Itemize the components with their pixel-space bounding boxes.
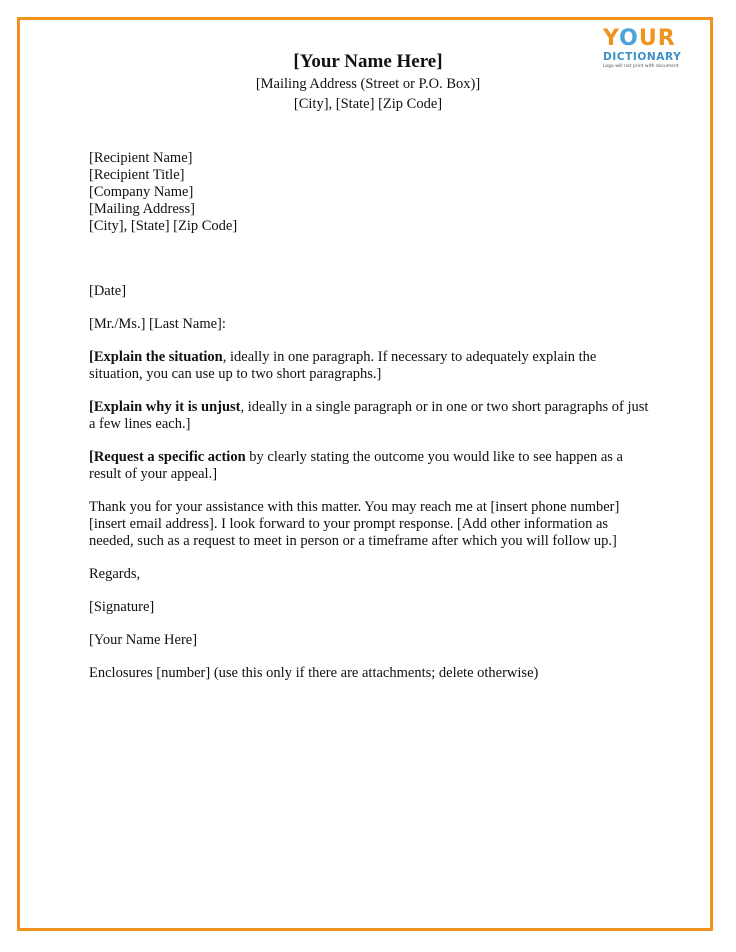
recipient-address: [Mailing Address]: [89, 201, 195, 217]
sender-city-line: [City], [State] [Zip Code]: [293, 96, 443, 112]
paragraph-situation: [Explain the situation, ideally in one paragraph. If necessary to adequately explain the situation, you can use up to two short paragraphs.]: [89, 349, 597, 382]
logo-wordmark-bottom: DICTIONARY: [603, 51, 682, 63]
letter-salutation: [Mr./Ms.] [Last Name]:: [89, 316, 226, 332]
sender-address: [Mailing Address (Street or P.O. Box)]: [255, 76, 481, 92]
recipient-block: [89, 150, 649, 235]
paragraph-thanks: Thank you for your assistance with this matter. You may reach me at [insert phone number] [insert email address]. I look forward to your prompt response. [Add other information as needed, such as a request to meet in person or a timeframe after which you will follow up.]: [89, 499, 620, 549]
paragraph-request: [Request a specific action by clearly stating the outcome you would like to see happen as a result of your appeal.]: [89, 449, 623, 482]
sender-header: [0, 50, 736, 114]
recipient-name: [Recipient Name]: [89, 150, 193, 166]
paragraph-unjust: [Explain why it is unjust, ideally in a single paragraph or in one or two short paragraphs of just a few lines each.]: [89, 399, 649, 432]
sender-name: [Your Name Here]: [293, 51, 443, 72]
recipient-company: [Company Name]: [89, 184, 194, 200]
letter-body: [89, 283, 649, 698]
logo-wordmark-top: YOUR: [603, 26, 676, 51]
recipient-city-line: [City], [State] [Zip Code]: [89, 218, 238, 234]
letter-enclosures: Enclosures [number] (use this only if there are attachments; delete otherwise): [89, 665, 539, 681]
magnifier-icon: O: [619, 26, 639, 51]
letter-date: [Date]: [89, 283, 127, 299]
recipient-title: [Recipient Title]: [89, 167, 185, 183]
letter-signature: [Signature]: [89, 599, 155, 615]
letter-signer: [Your Name Here]: [89, 632, 198, 648]
logo-note: Logo will not print with document: [603, 64, 679, 69]
letter-closing: Regards,: [89, 566, 141, 582]
